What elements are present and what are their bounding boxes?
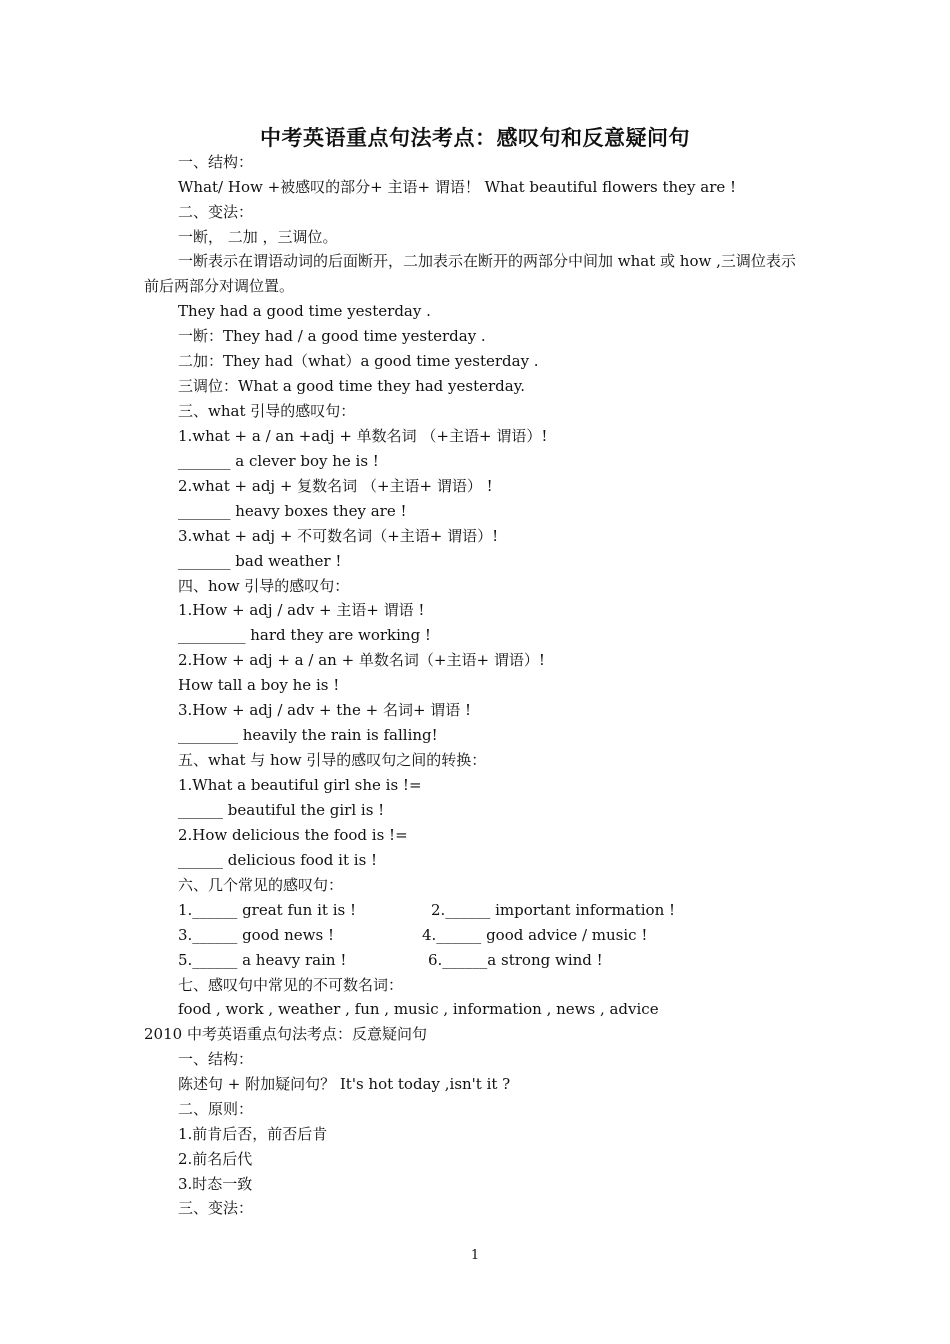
text-line: food , work , weather , fun , music , information , news , advice — [178, 1000, 659, 1018]
exercise-left: 3.______ good news ! — [178, 926, 334, 944]
text-line: ______ beautiful the girl is ! — [178, 801, 385, 819]
text-line: What/ How +被感叹的部分+ 主语+ 谓语！ What beautiful flowers they are ! — [178, 178, 737, 196]
text-line: _______ a clever boy he is ! — [178, 452, 379, 470]
exercise-right: 4.______ good advice / music ! — [422, 926, 648, 944]
text-line: 3.How + adj / adv + the + 名词+ 谓语 ! — [178, 701, 472, 719]
text-line: 2.How + adj + a / an + 单数名词（+主语+ 谓语）! — [178, 651, 545, 669]
exercise-right: 2.______ important information ! — [431, 901, 676, 919]
text-line: 3.what + adj + 不可数名词（+主语+ 谓语）! — [178, 527, 499, 545]
text-line: 2.How delicious the food is != — [178, 826, 408, 844]
text-line: ________ heavily the rain is falling! — [178, 726, 438, 744]
text-line: 3.时态一致 — [178, 1175, 253, 1193]
text-line: _______ heavy boxes they are ! — [178, 502, 407, 520]
section-heading: 三、变法： — [178, 1199, 254, 1217]
page-title: 中考英语重点句法考点：感叹句和反意疑问句 — [260, 125, 690, 150]
paragraph: 一断表示在谓语动词的后面断开，二加表示在断开的两部分中间加 what 或 how ,三调位表示前后两部分对调位置。 — [144, 252, 796, 295]
section-title: 2010 中考英语重点句法考点：反意疑问句 — [144, 1025, 427, 1043]
text-line: 一、结构： — [178, 153, 254, 171]
exercise-left: 5.______ a heavy rain ! — [178, 951, 347, 969]
section-heading: 五、what 与 how 引导的感叹句之间的转换： — [178, 751, 487, 769]
text-line: 1.what + a / an +adj + 单数名词 （+主语+ 谓语）! — [178, 427, 548, 445]
text-line: 二加：They had（what）a good time yesterday . — [178, 352, 539, 370]
exercise-left: 1.______ great fun it is ! — [178, 901, 356, 919]
section-heading: 二、原则： — [178, 1100, 254, 1118]
exercise-right: 6.______a strong wind ! — [428, 951, 603, 969]
text-line: 一断：They had / a good time yesterday . — [178, 327, 486, 345]
text-line: _________ hard they are working ! — [178, 626, 431, 644]
section-heading: 六、几个常见的感叹句： — [178, 876, 344, 894]
text-line: How tall a boy he is ! — [178, 676, 340, 694]
text-line: 1.How + adj / adv + 主语+ 谓语 ! — [178, 601, 425, 619]
text-line: 二、变法： — [178, 203, 254, 221]
text-line: 1.前肯后否，前否后肯 — [178, 1125, 328, 1143]
text-line: 三调位：What a good time they had yesterday. — [178, 377, 525, 395]
text-line: 一断， 二加 ，三调位。 — [178, 228, 338, 246]
text-line: ______ delicious food it is ! — [178, 851, 378, 869]
section-heading: 三、what 引导的感叹句： — [178, 402, 356, 420]
section-heading: 四、how 引导的感叹句： — [178, 577, 350, 595]
text-line: They had a good time yesterday . — [178, 302, 431, 320]
text-line: 2.前名后代 — [178, 1150, 253, 1168]
text-line: 陈述句 + 附加疑问句？ It's hot today ,isn't it ? — [178, 1075, 511, 1093]
page-number: 1 — [470, 1248, 480, 1263]
section-heading: 七、感叹句中常见的不可数名词： — [178, 976, 404, 994]
text-line: _______ bad weather ! — [178, 552, 342, 570]
text-line: 2.what + adj + 复数名词 （+主语+ 谓语） ! — [178, 477, 493, 495]
section-heading: 一、结构： — [178, 1050, 254, 1068]
text-line: 1.What a beautiful girl she is != — [178, 776, 422, 794]
